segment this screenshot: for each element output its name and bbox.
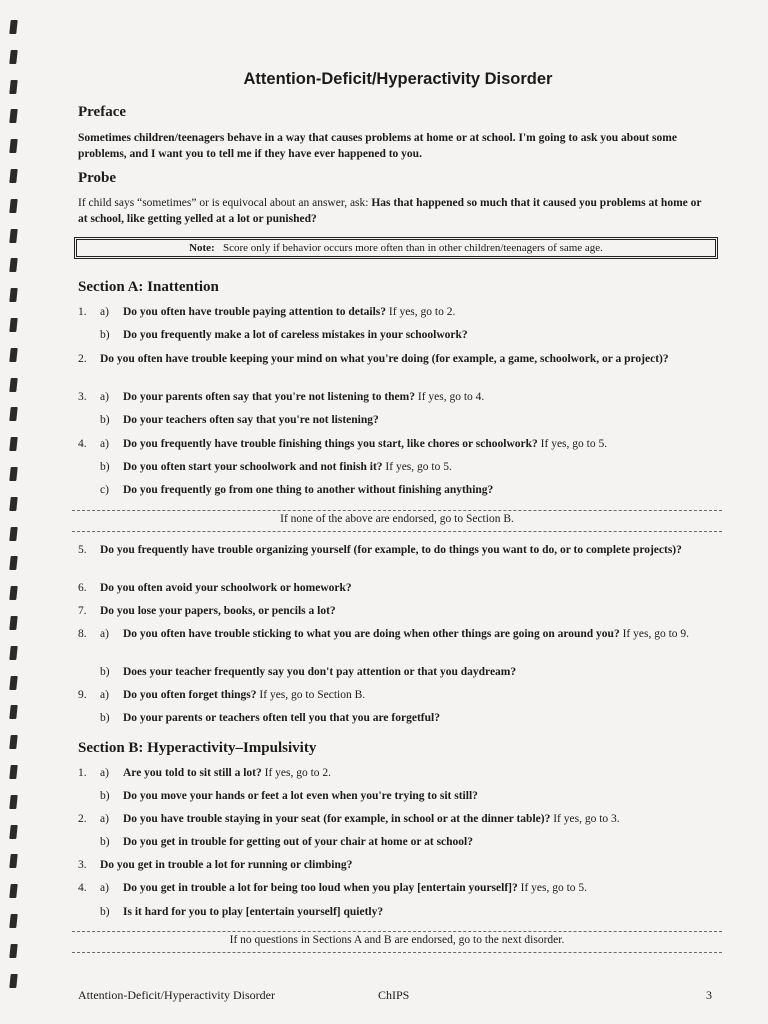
binding-hole-mark — [9, 825, 17, 839]
binding-hole-mark — [9, 914, 17, 928]
question-text — [100, 543, 718, 558]
probe-text — [78, 195, 713, 227]
section-a-skip-instruction: If none of the above are endorsed, go to Section B. — [72, 510, 722, 532]
footer-instrument: ChIPS — [378, 988, 410, 1002]
preface-heading: Preface — [78, 104, 127, 120]
binding-hole-mark — [9, 616, 17, 630]
question-number: 4. — [78, 438, 87, 450]
note-label: Note: — [189, 242, 215, 254]
question-letter: c) — [100, 484, 109, 496]
question-prompt: Do you frequently go from one thing to another without finishing anything? — [123, 484, 494, 496]
skip-instruction: If yes, go to 5. — [537, 438, 608, 450]
binding-hole-mark — [9, 378, 17, 392]
question-text — [123, 328, 718, 343]
question-text — [123, 688, 718, 703]
binding-hole-mark — [9, 676, 17, 690]
question-number: 5. — [78, 544, 87, 556]
binding-hole-mark — [9, 139, 17, 153]
question-letter: a) — [100, 689, 109, 701]
note-box — [74, 237, 718, 259]
binding-hole-mark — [9, 765, 17, 779]
question-text — [123, 437, 718, 452]
question-prompt: Do your parents or teachers often tell you that you are forgetful? — [123, 712, 440, 724]
question-number: 4. — [78, 882, 87, 894]
question-text — [123, 627, 718, 642]
question-letter: b) — [100, 712, 110, 724]
binding-hole-mark — [9, 50, 17, 64]
binding-hole-mark — [9, 258, 17, 272]
binding-hole-mark — [9, 318, 17, 332]
skip-instruction: If yes, go to 9. — [619, 628, 690, 640]
question-text — [100, 581, 718, 596]
question-letter: a) — [100, 813, 109, 825]
question-prompt: Do you get in trouble for getting out of your chair at home or at school? — [123, 836, 473, 848]
question-prompt: Do your parents often say that you're not listening to them? — [123, 391, 415, 403]
binding-hole-mark — [9, 348, 17, 362]
preface-text: Sometimes children/teenagers behave in a way that causes problems at home or at school. I'm going to ask you about some problems, and I want you to tell me if they have ever happened to you. — [78, 132, 677, 160]
skip-instruction: If yes, go to 4. — [414, 391, 485, 403]
probe-heading: Probe — [78, 170, 117, 186]
question-letter: b) — [100, 836, 110, 848]
question-letter: a) — [100, 628, 109, 640]
binding-holes — [6, 20, 22, 1010]
skip-instruction: If yes, go to Section B. — [256, 689, 366, 701]
document-page — [78, 0, 718, 1024]
question-prompt: Do you often have trouble paying attention to details? — [123, 306, 387, 318]
question-prompt: Do you frequently make a lot of careless mistakes in your schoolwork? — [123, 329, 468, 341]
question-text — [123, 835, 718, 850]
binding-hole-mark — [9, 229, 17, 243]
question-text — [100, 604, 718, 619]
question-text — [123, 711, 718, 726]
question-prompt: Do you lose your papers, books, or pencils a lot? — [100, 605, 336, 617]
binding-hole-mark — [9, 467, 17, 481]
binding-hole-mark — [9, 735, 17, 749]
question-text — [123, 390, 718, 405]
question-letter: a) — [100, 882, 109, 894]
probe-lead: If child says “sometimes” or is equivocal about an answer, ask: — [78, 197, 372, 209]
question-prompt: Do you move your hands or feet a lot even when you're trying to sit still? — [123, 790, 478, 802]
section-b-skip-instruction: If no questions in Sections A and B are endorsed, go to the next disorder. — [72, 931, 722, 953]
question-text — [100, 858, 718, 873]
question-prompt: Do you often forget things? — [123, 689, 257, 701]
question-letter: b) — [100, 329, 110, 341]
binding-hole-mark — [9, 556, 17, 570]
question-number: 3. — [78, 859, 87, 871]
question-text — [123, 460, 718, 475]
question-text — [123, 905, 718, 920]
question-prompt: Do you frequently have trouble finishing things you start, like chores or schoolwork? — [123, 438, 538, 450]
binding-hole-mark — [9, 527, 17, 541]
question-prompt: Do you get in trouble a lot for being too loud when you play [entertain yourself]? — [123, 882, 518, 894]
binding-hole-mark — [9, 199, 17, 213]
question-text — [123, 812, 718, 827]
question-number: 2. — [78, 813, 87, 825]
page-number: 3 — [706, 988, 712, 1002]
section-a-heading: Section A: Inattention — [78, 279, 219, 295]
binding-hole-mark — [9, 795, 17, 809]
skip-instruction: If yes, go to 2. — [386, 306, 456, 318]
binding-hole-mark — [9, 944, 17, 958]
skip-instruction: If yes, go to 5. — [382, 461, 452, 473]
binding-hole-mark — [9, 288, 17, 302]
question-prompt: Do you frequently have trouble organizing yourself (for example, to do things you want to do, or to complete projects)? — [100, 544, 682, 556]
binding-hole-mark — [9, 407, 17, 421]
question-prompt: Does your teacher frequently say you don't pay attention or that you daydream? — [123, 666, 517, 678]
question-prompt: Do you often have trouble sticking to what you are doing when other things are going on around you? — [123, 628, 620, 640]
binding-hole-mark — [9, 497, 17, 511]
skip-instruction: If yes, go to 2. — [261, 767, 332, 779]
binding-hole-mark — [9, 20, 17, 34]
question-letter: b) — [100, 906, 110, 918]
question-prompt: Do you have trouble staying in your seat (for example, in school or at the dinner table)? — [123, 813, 551, 825]
question-letter: a) — [100, 391, 109, 403]
question-text — [123, 789, 718, 804]
page-title: Attention-Deficit/Hyperactivity Disorder — [243, 70, 553, 88]
probe-question: Has that happened so much that it caused you problems at home or at school, like getting yelled at a lot or punished? — [78, 197, 702, 225]
section-b-heading: Section B: Hyperactivity–Impulsivity — [78, 740, 317, 756]
question-text — [123, 305, 718, 320]
question-text — [123, 483, 718, 498]
note-text: Score only if behavior occurs more often than in other children/teenagers of same age. — [222, 242, 603, 254]
binding-hole-mark — [9, 705, 17, 719]
binding-hole-mark — [9, 586, 17, 600]
question-prompt: Do you often have trouble keeping your mind on what you're doing (for example, a game, schoolwork, or a project)? — [100, 353, 669, 365]
question-prompt: Do your teachers often say that you're not listening? — [123, 414, 379, 426]
binding-hole-mark — [9, 80, 17, 94]
skip-instruction: If yes, go to 5. — [517, 882, 588, 894]
question-letter: a) — [100, 438, 109, 450]
question-letter: b) — [100, 414, 110, 426]
page-footer — [78, 987, 718, 1003]
binding-hole-mark — [9, 854, 17, 868]
question-number: 3. — [78, 391, 87, 403]
binding-hole-mark — [9, 884, 17, 898]
question-text — [100, 352, 718, 367]
binding-hole-mark — [9, 169, 17, 183]
question-number: 1. — [78, 767, 87, 779]
question-number: 9. — [78, 689, 87, 701]
question-text — [123, 881, 718, 896]
question-letter: a) — [100, 306, 109, 318]
question-letter: b) — [100, 666, 110, 678]
footer-title: Attention-Deficit/Hyperactivity Disorder — [78, 988, 275, 1002]
binding-hole-mark — [9, 974, 17, 988]
question-prompt: Do you often avoid your schoolwork or homework? — [100, 582, 352, 594]
question-text — [123, 413, 718, 428]
question-number: 7. — [78, 605, 87, 617]
question-letter: b) — [100, 790, 110, 802]
question-letter: a) — [100, 767, 109, 779]
skip-instruction: If yes, go to 3. — [550, 813, 620, 825]
question-prompt: Is it hard for you to play [entertain yourself] quietly? — [123, 906, 384, 918]
question-letter: b) — [100, 461, 110, 473]
question-number: 6. — [78, 582, 87, 594]
question-number: 8. — [78, 628, 87, 640]
question-prompt: Do you get in trouble a lot for running or climbing? — [100, 859, 353, 871]
question-text — [123, 766, 718, 781]
binding-hole-mark — [9, 437, 17, 451]
binding-hole-mark — [9, 109, 17, 123]
binding-hole-mark — [9, 646, 17, 660]
question-prompt: Do you often start your schoolwork and not finish it? — [123, 461, 383, 473]
question-prompt: Are you told to sit still a lot? — [123, 767, 262, 779]
question-text — [123, 665, 718, 680]
question-number: 2. — [78, 353, 87, 365]
question-number: 1. — [78, 306, 87, 318]
